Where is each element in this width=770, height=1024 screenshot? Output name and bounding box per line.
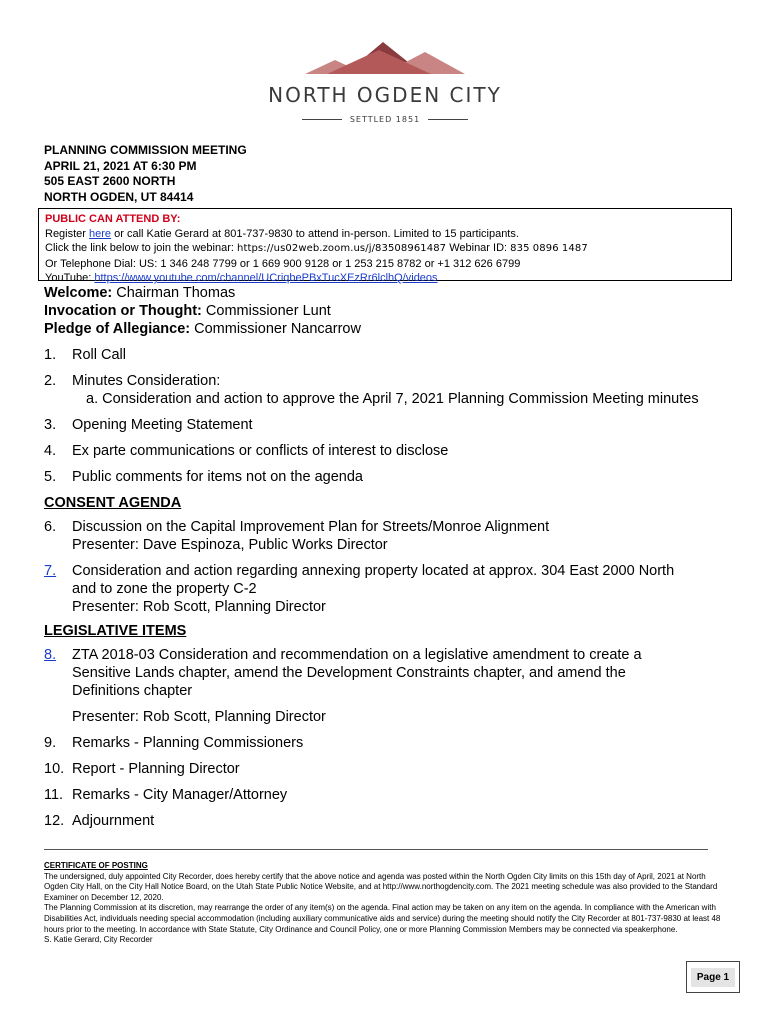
item-number: 1. — [44, 347, 57, 363]
agenda-item-12 — [44, 812, 734, 830]
page-number: Page 1 — [691, 968, 735, 987]
register-link[interactable]: here — [89, 227, 112, 240]
webinar-url[interactable]: https://us02web.zoom.us/j/83508961487 — [237, 243, 447, 254]
mountains-icon — [305, 38, 465, 80]
consent-agenda-heading: CONSENT AGENDA — [44, 495, 182, 511]
agenda-item-11 — [44, 786, 734, 804]
invocation-line — [44, 302, 734, 320]
item-subtext: a. Consideration and action to approve the April 7, 2021 Planning Commission Meeting minutes — [86, 391, 699, 407]
item-number: 6. — [44, 519, 57, 535]
item-text: Sensitive Lands chapter, amend the Development Constraints chapter, and amend the — [72, 665, 626, 681]
agenda-item-1 — [44, 346, 734, 364]
meeting-header — [44, 143, 247, 205]
webinar-id: 835 0896 1487 — [510, 243, 588, 254]
item-text: Consideration and action regarding annexing property located at approx. 304 East 2000 North — [72, 563, 675, 579]
agenda-item-4 — [44, 442, 734, 460]
item-number: 12. — [44, 813, 65, 829]
certificate-signature: S. Katie Gerard, City Recorder — [44, 935, 153, 945]
agenda-item-6 — [44, 518, 734, 554]
invocation-label: Invocation or Thought: — [44, 303, 202, 319]
item-number: 2. — [44, 373, 57, 389]
city-logo — [0, 38, 770, 124]
item-text: Discussion on the Capital Improvement Plan for Streets/Monroe Alignment — [72, 519, 550, 535]
item-text: Minutes Consideration: — [72, 373, 221, 389]
agenda — [44, 284, 734, 830]
welcome-line — [44, 284, 734, 302]
item-number: 9. — [44, 735, 57, 751]
agenda-item-9 — [44, 734, 734, 752]
agenda-item-7 — [44, 562, 734, 616]
item-number: 3. — [44, 417, 57, 433]
register-suffix: or call Katie Gerard at 801-737-9830 to attend in-person. Limited to 15 participants. — [114, 227, 519, 240]
youtube-label: YouTube: — [45, 272, 92, 284]
welcome-value: Chairman Thomas — [116, 285, 236, 301]
divider — [44, 849, 708, 850]
item-presenter: Presenter: Dave Espinoza, Public Works Director — [72, 537, 388, 553]
welcome-label: Welcome: — [44, 285, 113, 301]
settled-left-rule — [302, 119, 342, 120]
meeting-title: PLANNING COMMISSION MEETING — [44, 143, 247, 157]
item-presenter: Presenter: Rob Scott, Planning Director — [72, 709, 326, 725]
item-number: 10. — [44, 761, 65, 777]
certificate-paragraph-2: The Planning Commission at its discretion, may rearrange the order of any item(s) on the agenda. Final action may be taken on any item on the agenda. In compliance with the American with Disabilities Act, individuals needing special accommodation (including auxiliary communicative aids and service) during the meeting should notify the City Recorder at 801-737-9830 at least 48 hours prior to the meeting. In accordance with State Statute, City Ordinance and Council Policy, one or more Planning Commission Members may be connected via speakerphone. — [44, 903, 721, 934]
item-text: Public comments for items not on the agenda — [72, 469, 363, 485]
webinar-prefix: Click the link below to join the webinar: — [45, 242, 234, 254]
item-number: 11. — [44, 787, 64, 803]
meeting-address: 505 EAST 2600 NORTH — [44, 174, 176, 188]
settled-line — [0, 115, 770, 124]
meeting-date: APRIL 21, 2021 AT 6:30 PM — [44, 158, 197, 173]
webinar-line — [45, 241, 725, 257]
item-text: Adjournment — [72, 813, 155, 829]
item-number-link[interactable]: 7. — [44, 563, 57, 579]
item-number: 4. — [44, 443, 57, 459]
invocation-value: Commissioner Lunt — [205, 303, 331, 319]
item-text: Definitions chapter — [72, 683, 193, 699]
settled-text: SETTLED 1851 — [349, 115, 421, 124]
pledge-line — [44, 320, 734, 338]
item-text: and to zone the property C-2 — [72, 581, 257, 597]
youtube-link[interactable]: https://www.youtube.com/channel/UCriqbePBxTucXEzRr6lclhQ/videos — [94, 272, 438, 284]
item-presenter: Presenter: Rob Scott, Planning Director — [72, 599, 326, 615]
agenda-item-8 — [44, 646, 734, 726]
item-text: Opening Meeting Statement — [72, 417, 253, 433]
legislative-items-heading: LEGISLATIVE ITEMS — [44, 623, 187, 639]
logo-title: NORTH OGDEN CITY — [268, 83, 502, 107]
certificate-of-posting — [44, 861, 724, 946]
phone-line: Or Telephone Dial: US: 1 346 248 7799 or 1 669 900 9128 or 1 253 215 8782 or +1 312 626 6799 — [45, 257, 521, 270]
register-prefix: Register — [45, 227, 86, 240]
item-number-link[interactable]: 8. — [44, 647, 57, 663]
register-line — [45, 227, 725, 242]
agenda-item-10 — [44, 760, 734, 778]
certificate-title: CERTIFICATE OF POSTING — [44, 861, 148, 870]
certificate-paragraph-1: The undersigned, duly appointed City Recorder, does hereby certify that the above notice and agenda was posted within the North Ogden City limits on this 15th day of April, 2021 at North Ogden City Hall, on the City Hall Notice Board, on the Utah State Public Notice Website, and at http://www.northogdencity.com. The 2021 meeting schedule was also provided to the Standard Examiner on December 12, 2020. — [44, 871, 718, 902]
item-text: Remarks - City Manager/Attorney — [72, 787, 288, 803]
agenda-item-5 — [44, 468, 734, 486]
settled-right-rule — [428, 119, 468, 120]
item-text: Remarks - Planning Commissioners — [72, 735, 304, 751]
pledge-label: Pledge of Allegiance: — [44, 321, 191, 337]
notice-title: PUBLIC CAN ATTEND BY: — [45, 213, 181, 225]
item-text: Roll Call — [72, 347, 126, 363]
pledge-value: Commissioner Nancarrow — [194, 321, 361, 337]
public-attend-box — [38, 208, 732, 284]
page-number-box — [686, 961, 740, 993]
item-text: Ex parte communications or conflicts of interest to disclose — [72, 443, 449, 459]
item-text: Report - Planning Director — [72, 761, 240, 777]
item-number: 5. — [44, 469, 57, 485]
agenda-item-3 — [44, 416, 734, 434]
meeting-city: NORTH OGDEN, UT 84414 — [44, 189, 194, 204]
item-text: ZTA 2018-03 Consideration and recommendation on a legislative amendment to create a — [72, 647, 642, 663]
webinar-id-label: Webinar ID: — [449, 242, 508, 254]
agenda-item-2 — [44, 372, 734, 408]
